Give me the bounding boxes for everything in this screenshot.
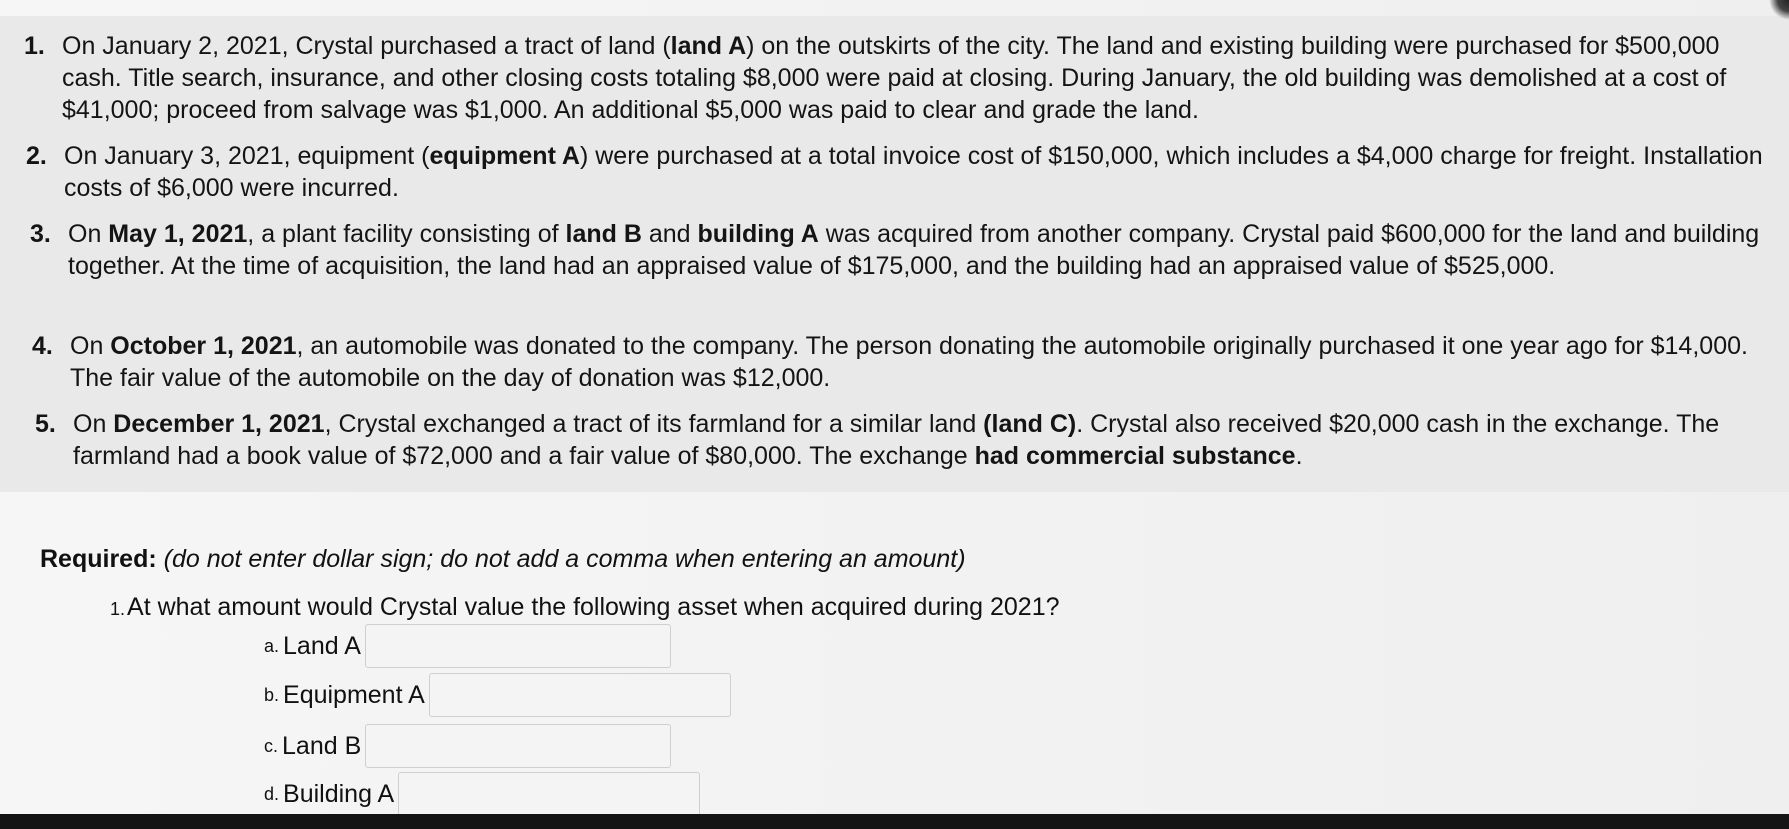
answer-row-land-a xyxy=(264,624,671,668)
question-number: 1. xyxy=(110,599,126,619)
answer-row-equipment-a xyxy=(264,673,731,717)
screen-bottom-edge xyxy=(0,814,1789,829)
answer-label: Equipment A xyxy=(283,680,425,709)
bold-segment: building A xyxy=(697,220,819,248)
required-note: (do not enter dollar sign; do not add a comma when entering an amount) xyxy=(163,545,966,573)
equipment-a-input[interactable] xyxy=(429,673,731,717)
corner-shadow xyxy=(1769,0,1789,20)
question-1 xyxy=(110,593,1060,622)
bold-segment: (land C) xyxy=(983,410,1077,438)
bold-segment: May 1, 2021 xyxy=(108,220,248,248)
problem-text xyxy=(62,30,1754,126)
answer-row-land-b xyxy=(264,724,671,768)
problem-number: 3. xyxy=(30,220,51,248)
text-segment: , an automobile was donated to the company. The person donating the automobile originally purchased it one year ago for $14,000. The fair value of the automobile on the day of donation was $12,000. xyxy=(70,332,1748,392)
problem-number: 4. xyxy=(32,332,53,360)
problem-item xyxy=(26,140,1766,204)
bold-segment: October 1, 2021 xyxy=(110,332,297,360)
answer-letter: a. xyxy=(264,635,280,656)
problem-text xyxy=(70,330,1782,394)
text-segment: On January 3, 2021, equipment ( xyxy=(64,142,430,170)
problem-text xyxy=(64,140,1766,204)
problem-number: 2. xyxy=(26,142,47,170)
answer-letter: b. xyxy=(264,684,280,705)
text-segment: ) on the outskirts of the city. The land and existing building were purchased for $500,000 cash. Title search, insurance, and other closing costs totaling $8,000 were paid at closing. During January, the old building was demolished at a cost of $41,000; proceed from salvage was $1,000. An additional $5,000 was paid to clear and grade the land. xyxy=(62,32,1727,124)
text-segment: . Crystal also received $20,000 cash in the exchange. The farmland had a book value of $72,000 and a fair value of $80,000. The exchange xyxy=(73,410,1720,470)
bold-segment: equipment A xyxy=(429,142,580,170)
text-segment: and xyxy=(641,220,698,248)
problem-item xyxy=(35,408,1775,472)
building-a-input[interactable] xyxy=(398,772,700,816)
bold-segment: land B xyxy=(565,220,642,248)
required-label: Required: xyxy=(40,545,157,573)
text-segment: , a plant facility consisting of xyxy=(247,220,566,248)
problem-item xyxy=(24,30,1754,126)
answer-letter: d. xyxy=(264,783,280,804)
text-segment: On January 2, 2021, Crystal purchased a tract of land ( xyxy=(62,32,671,60)
text-segment: . xyxy=(1295,442,1303,470)
land-a-input[interactable] xyxy=(365,624,671,668)
problem-item xyxy=(32,330,1782,394)
text-segment: , Crystal exchanged a tract of its farmland for a similar land xyxy=(324,410,984,438)
problem-text xyxy=(73,408,1775,472)
text-segment: ) were purchased at a total invoice cost of $150,000, which includes a $4,000 charge for freight. Installation costs of $6,000 were incurred. xyxy=(64,142,1763,202)
problem-number: 1. xyxy=(24,32,45,60)
bold-segment: December 1, 2021 xyxy=(113,410,325,438)
answer-letter: c. xyxy=(264,735,279,756)
text-segment: was acquired from another company. Crystal paid $600,000 for the land and building together. At the time of acquisition, the land had an appraised value of $175,000, and the building had an appraised value of $525,000. xyxy=(68,220,1760,280)
answer-row-building-a xyxy=(264,772,700,816)
bold-segment: had commercial substance xyxy=(974,442,1296,470)
answer-label: Land A xyxy=(283,631,361,660)
text-segment: On xyxy=(70,332,111,360)
problem-number: 5. xyxy=(35,410,56,438)
text-segment: On xyxy=(68,220,109,248)
bold-segment: land A xyxy=(670,32,747,60)
answer-label: Land B xyxy=(282,731,362,760)
text-segment: On xyxy=(73,410,114,438)
problem-text xyxy=(68,218,1760,282)
problem-item xyxy=(30,218,1760,282)
question-text: At what amount would Crystal value the following asset when acquired during 2021? xyxy=(127,593,1060,621)
required-instructions xyxy=(40,545,966,574)
answer-label: Building A xyxy=(283,779,395,808)
land-b-input[interactable] xyxy=(365,724,671,768)
